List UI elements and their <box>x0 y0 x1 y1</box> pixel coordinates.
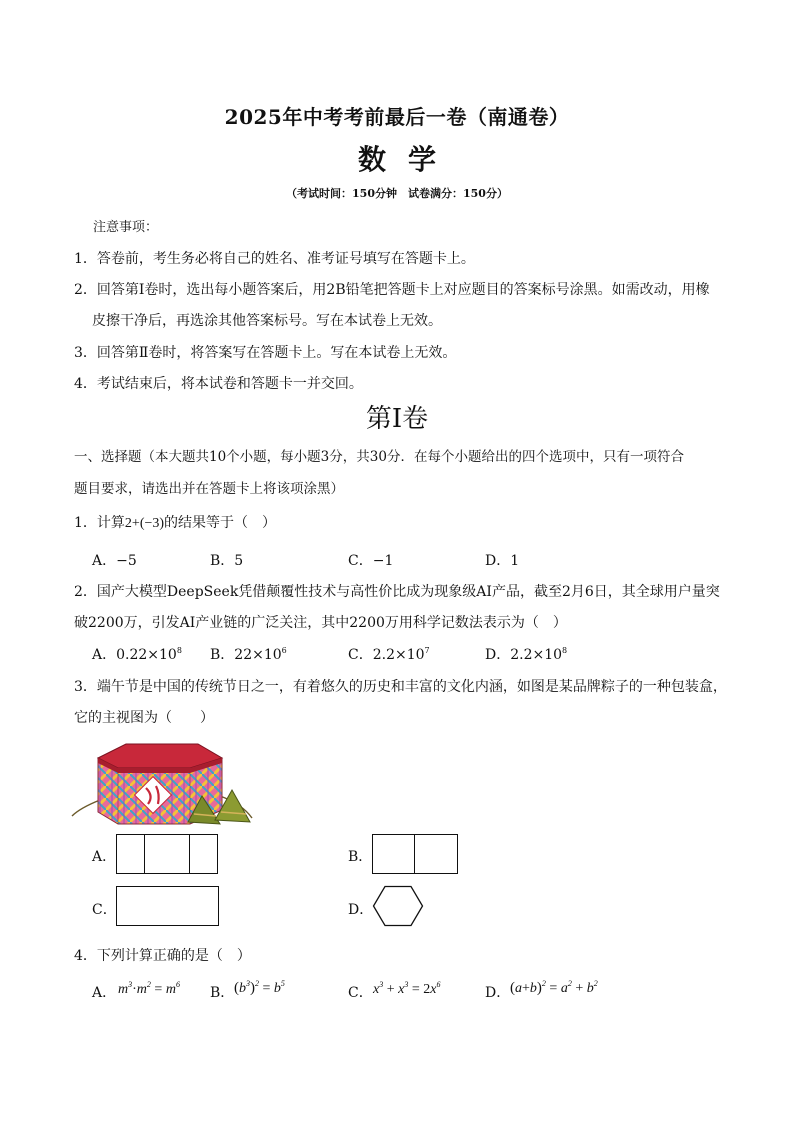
exam-title: 2025年中考考前最后一卷（南通卷） <box>224 105 570 129</box>
q1-stem <box>74 512 276 532</box>
q2-option-d <box>485 644 567 664</box>
zongzi-box-image <box>70 738 260 830</box>
q2-option-a-base: A．0.22×10 <box>92 647 177 663</box>
q3-stem-line1: 3．端午节是中国的传统节日之一，有着悠久的历史和丰富的文化内涵，如图是某品牌粽子的一种包装盒， <box>74 679 727 695</box>
q3-option-c-figure <box>116 886 219 926</box>
q3-stem-line2: 它的主视图为（ ） <box>74 710 214 726</box>
notes-heading: 注意事项： <box>93 220 159 235</box>
q4-option-b-expr: $(b^3)^2 = b^5$ <box>234 979 285 996</box>
exam-info: （考试时间：150分钟 试卷满分：150分） <box>286 187 508 200</box>
q4-option-c-expr: $x^3 + x^3 = 2x^6$ <box>373 980 441 997</box>
q2-option-d-exp: 8 <box>562 646 568 655</box>
q3-option-b-figure <box>372 834 458 874</box>
q2-option-c-base: C．2.2×10 <box>348 647 425 663</box>
q4-option-d-expr: $(a+b)^2 = a^2 + b^2$ <box>510 979 598 996</box>
q4-option-d-label: D． <box>485 985 511 1001</box>
q2-option-b <box>210 644 287 664</box>
q4-option-b-label: B． <box>210 985 235 1001</box>
q4-option-a-expr: $m^3\cdot m^2 = m^6$ <box>118 980 180 997</box>
q2-stem-line1: 2．国产大模型DeepSeek凭借颠覆性技术与高性价比成为现象级AI产品，截至2月6日，其全球用户量突 <box>74 584 720 600</box>
q2-option-b-base: B．22×10 <box>210 647 282 663</box>
q1-stem-prefix: 1．计算 <box>74 515 125 531</box>
q4-stem: 4．下列计算正确的是（ ） <box>74 948 251 964</box>
q1-stem-suffix: 的结果等于（ ） <box>164 515 277 531</box>
q1-option-a: A．−5 <box>92 553 137 569</box>
q3-option-b-label: B． <box>348 849 373 865</box>
q4-option-a-label: A． <box>92 985 117 1001</box>
q3-option-d-label: D． <box>348 902 374 918</box>
note-item-4: 4．考试结束后，将本试卷和答题卡一并交回。 <box>74 376 363 392</box>
q3-option-b-divider <box>414 835 415 873</box>
q3-option-a-figure <box>116 834 218 874</box>
note-item-2-cont: 皮擦干净后，再选涂其他答案标号。写在本试卷上无效。 <box>92 313 442 329</box>
q2-option-d-base: D．2.2×10 <box>485 647 563 663</box>
section-title: 第Ⅰ卷 <box>365 404 429 434</box>
q4-option-c-label: C． <box>348 985 373 1001</box>
q2-stem-line2: 破2200万，引发AI产业链的广泛关注，其中2200万用科学记数法表示为（ ） <box>74 615 567 631</box>
q1-option-b: B．5 <box>210 553 244 569</box>
part1-instructions-cont: 题目要求，请选出并在答题卡上将该项涂黑） <box>74 481 344 497</box>
q2-option-a-exp: 8 <box>176 646 182 655</box>
note-item-3: 3．回答第Ⅱ卷时，将答案写在答题卡上。写在本试卷上无效。 <box>74 345 457 361</box>
subject-title: 数学 <box>357 143 458 176</box>
q2-option-b-exp: 6 <box>281 646 287 655</box>
q2-option-a <box>92 644 182 664</box>
q3-option-a-divider-2 <box>189 835 190 873</box>
q2-option-c-exp: 7 <box>424 646 430 655</box>
q1-option-c: C．−1 <box>348 553 394 569</box>
q3-option-a-label: A． <box>92 849 117 865</box>
q1-expression: 2+(−3) <box>124 516 165 531</box>
q1-option-d: D．1 <box>485 553 520 569</box>
q2-option-c <box>348 644 430 664</box>
q3-option-d-hexagon <box>372 885 424 927</box>
q3-option-c-label: C． <box>92 902 117 918</box>
part1-instructions: 一、选择题（本大题共10个小题，每小题3分，共30分．在每个小题给出的四个选项中，只有一项符合 <box>74 449 684 465</box>
note-item-2: 2．回答第Ⅰ卷时，选出每小题答案后，用2B铅笔把答题卡上对应题目的答案标号涂黑。如需改动，用橡 <box>74 282 710 298</box>
note-item-1: 1．答卷前，考生务必将自己的姓名、准考证号填写在答题卡上。 <box>74 251 475 267</box>
q3-option-a-divider-1 <box>144 835 145 873</box>
